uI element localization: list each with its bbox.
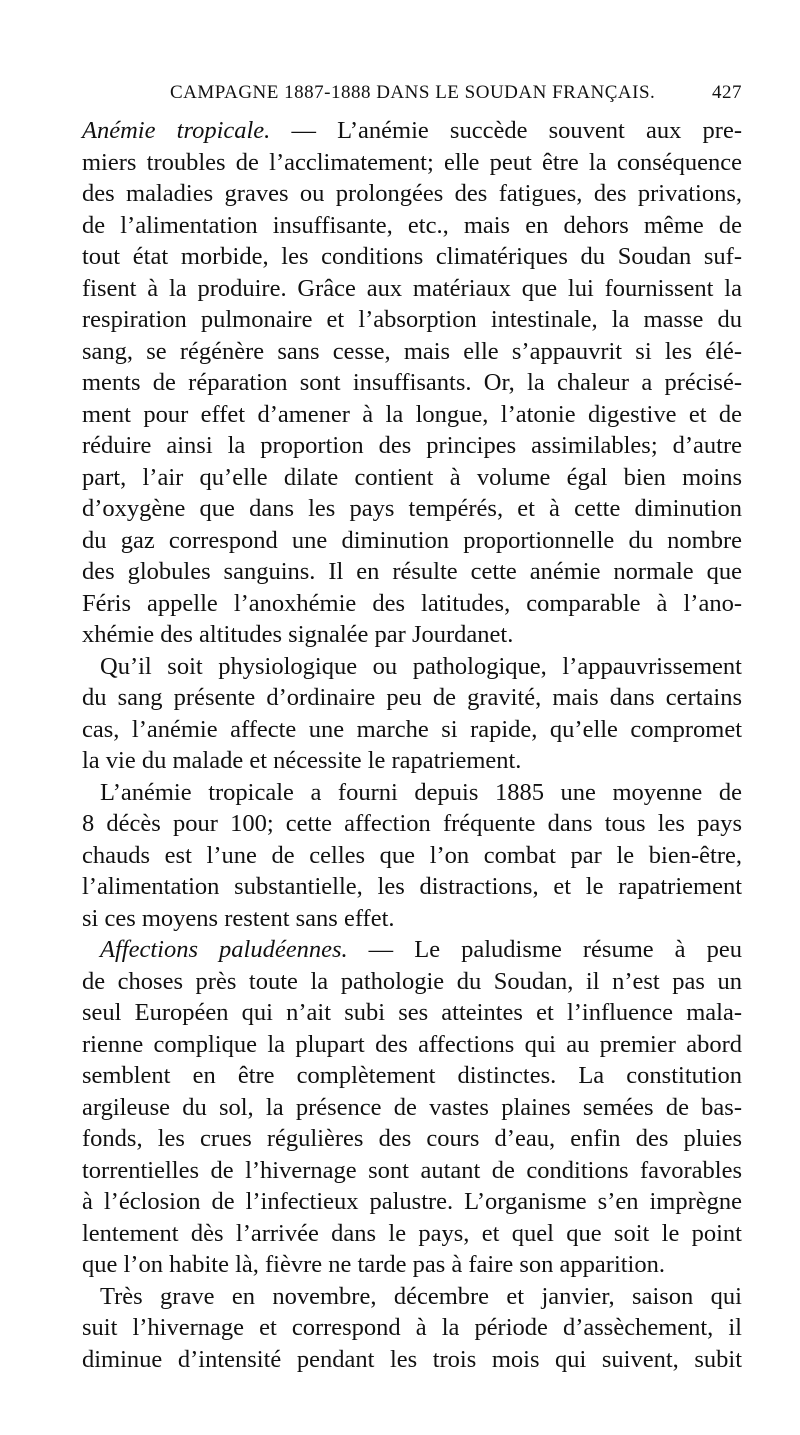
line-text: miers troubles de l’acclimatement; elle peut être la conséquence (82, 148, 742, 176)
text-line (82, 1281, 742, 1313)
text-line (82, 903, 742, 935)
text-line (82, 808, 742, 840)
text-line (82, 997, 742, 1029)
line-text: — Le paludisme résume à peu (347, 936, 742, 963)
text-line (82, 745, 742, 777)
text-line (82, 934, 742, 966)
text-line (82, 871, 742, 903)
line-text: sang, se régénère sans cesse, mais elle s’appauvrit si les élé- (82, 337, 742, 365)
line-text: ments de réparation sont insuffisants. Or, la chaleur a précisé- (82, 369, 742, 396)
line-text: cas, l’anémie affecte une marche si rapide, qu’elle compromet (82, 715, 742, 743)
line-text: des globules sanguins. Il en résulte cette anémie normale que (82, 558, 742, 585)
text-line (82, 1312, 742, 1344)
body-text (82, 115, 742, 1375)
line-text: torrentielles de l’hivernage sont autant de conditions favorables (82, 1156, 742, 1184)
text-line (82, 115, 742, 147)
text-line (82, 304, 742, 336)
text-line (82, 619, 742, 651)
line-text: Très grave en novembre, décembre et janvier, saison qui (100, 1282, 742, 1310)
line-text: à l’éclosion de l’infectieux palustre. L’organisme s’en imprègne (82, 1188, 742, 1215)
text-line (82, 777, 742, 809)
text-line (82, 241, 742, 273)
line-text: réduire ainsi la proportion des principes assimilables; d’autre (82, 432, 742, 459)
line-text: des maladies graves ou prolongées des fatigues, des privations, (82, 180, 742, 207)
line-text: rienne complique la plupart des affections qui au premier abord (82, 1030, 742, 1058)
line-text: xhémie des altitudes signalée par Jourdanet. (82, 621, 514, 648)
line-text: du sang présente d’ordinaire peu de gravité, mais dans certains (82, 684, 742, 711)
line-text: chauds est l’une de celles que l’on combat par le bien-être, (82, 841, 742, 869)
text-line (82, 147, 742, 179)
line-text: Qu’il soit physiologique ou pathologique, l’appauvrissement (100, 652, 742, 680)
line-text: semblent en être complètement distinctes. La constitution (82, 1062, 742, 1089)
text-line (82, 210, 742, 242)
line-text: 8 décès pour 100; cette affection fréquente dans tous les pays (82, 810, 742, 837)
line-text: l’alimentation substantielle, les distractions, et le rapatriement (82, 873, 742, 900)
text-line (82, 1186, 742, 1218)
text-line (82, 1029, 742, 1061)
text-line (82, 556, 742, 588)
page-number: 427 (712, 82, 742, 103)
text-line (82, 1092, 742, 1124)
line-text: Féris appelle l’anoxhémie des latitudes, comparable à l’ano- (82, 589, 742, 617)
line-text: part, l’air qu’elle dilate contient à volume égal bien moins (82, 463, 742, 491)
text-line (82, 966, 742, 998)
text-line (82, 178, 742, 210)
text-line (82, 1123, 742, 1155)
text-line (82, 525, 742, 557)
line-text: lentement dès l’arrivée dans le pays, et quel que soit le point (82, 1219, 742, 1247)
text-line (82, 1249, 742, 1281)
line-text: du gaz correspond une diminution proportionnelle du nombre (82, 526, 742, 554)
line-text: L’anémie tropicale a fourni depuis 1885 une moyenne de (100, 778, 742, 806)
text-line (82, 1344, 742, 1376)
line-text: ment pour effet d’amener à la longue, l’atonie digestive et de (82, 400, 742, 428)
text-line (82, 588, 742, 620)
text-line (82, 714, 742, 746)
line-text: de l’alimentation insuffisante, etc., mais en dehors même de (82, 211, 742, 239)
text-line (82, 273, 742, 305)
line-text: respiration pulmonaire et l’absorption intestinale, la masse du (82, 306, 742, 333)
text-line (82, 493, 742, 525)
text-line (82, 651, 742, 683)
text-line (82, 1060, 742, 1092)
line-text: que l’on habite là, fièvre ne tarde pas à faire son apparition. (82, 1251, 665, 1278)
text-line (82, 840, 742, 872)
line-text: diminue d’intensité pendant les trois mois qui suivent, subit (82, 1345, 742, 1373)
section-heading: Anémie tropicale. (82, 117, 271, 144)
running-head (170, 82, 742, 112)
text-line (82, 1218, 742, 1250)
line-text: d’oxygène que dans les pays tempérés, et à cette diminution (82, 495, 742, 522)
line-text: suit l’hivernage et correspond à la période d’assèchement, il (82, 1314, 742, 1341)
line-text: argileuse du sol, la présence de vastes plaines semées de bas- (82, 1093, 742, 1121)
line-text: de choses près toute la pathologie du Soudan, il n’est pas un (82, 967, 742, 995)
text-line (82, 462, 742, 494)
line-text: seul Européen qui n’ait subi ses atteintes et l’influence mala- (82, 999, 742, 1026)
line-text: la vie du malade et nécessite le rapatriement. (82, 747, 522, 774)
line-text: si ces moyens restent sans effet. (82, 904, 395, 932)
section-heading: Affections paludéennes. (100, 936, 348, 963)
running-title: CAMPAGNE 1887-1888 DANS LE SOUDAN FRANÇAIS. (170, 82, 656, 103)
text-line (82, 1155, 742, 1187)
line-text: fonds, les crues régulières des cours d’eau, enfin des pluies (82, 1125, 742, 1152)
text-line (82, 367, 742, 399)
line-text: tout état morbide, les conditions climatériques du Soudan suf- (82, 243, 742, 270)
text-line (82, 682, 742, 714)
text-line (82, 336, 742, 368)
line-text: — L’anémie succède souvent aux pre- (270, 117, 742, 144)
text-line (82, 430, 742, 462)
line-text: fisent à la produire. Grâce aux matériaux que lui fournissent la (82, 274, 742, 302)
text-line (82, 399, 742, 431)
